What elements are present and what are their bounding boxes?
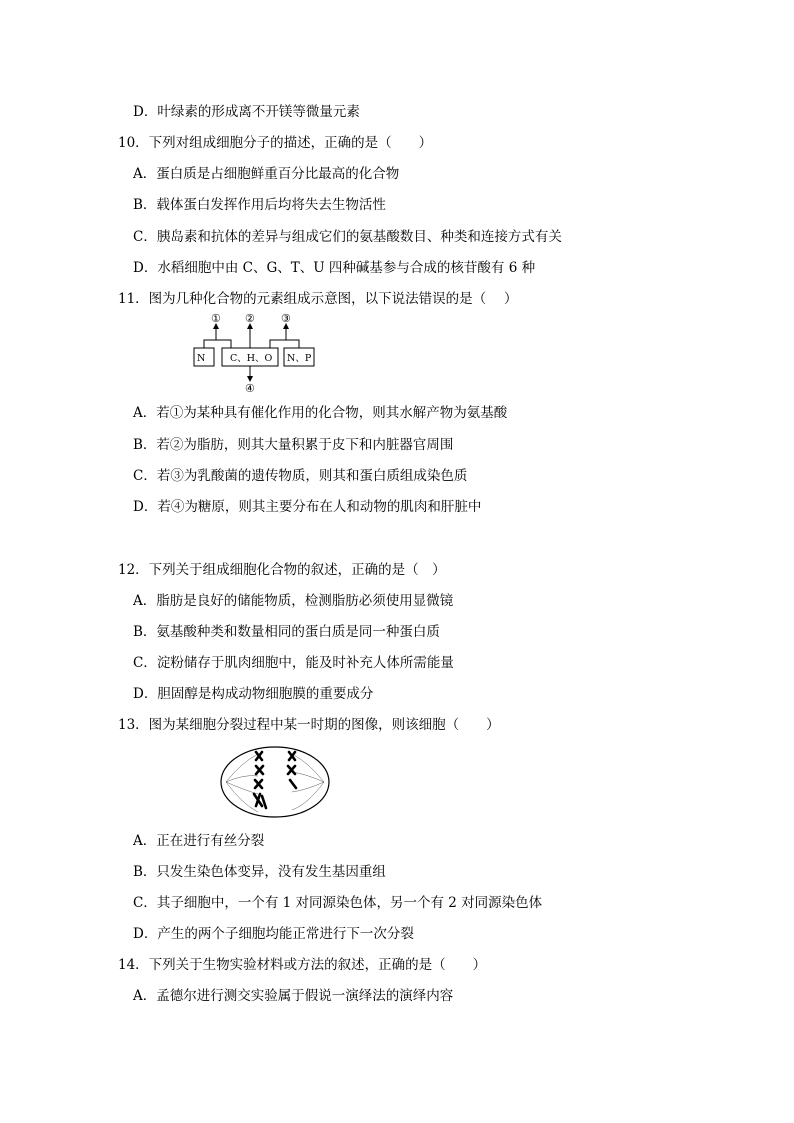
q10-option-b: B．载体蛋白发挥作用后均将失去生物活性 — [133, 197, 386, 213]
q11-option-b: B．若②为脂肪，则其大量积累于皮下和内脏器官周围 — [133, 437, 454, 453]
q10-option-c: C．胰岛素和抗体的差异与组成它们的氨基酸数目、种类和连接方式有关 — [133, 229, 562, 245]
q13-stem: 13．图为某细胞分裂过程中某一时期的图像，则该细胞（ ） — [118, 717, 500, 733]
q12-stem: 12．下列关于组成细胞化合物的叙述，正确的是（ ） — [118, 562, 446, 578]
q13-option-d: D．产生的两个子细胞均能正常进行下一次分裂 — [133, 926, 414, 942]
label-4: ④ — [245, 382, 255, 394]
q13-cell-division-figure — [218, 744, 332, 820]
q11-option-d: D．若④为糖原，则其主要分布在人和动物的肌肉和肝脏中 — [133, 499, 482, 515]
q10-stem: 10．下列对组成细胞分子的描述，正确的是（ ） — [118, 135, 433, 151]
label-2: ② — [245, 312, 255, 325]
q11-option-a: A．若①为某种具有催化作用的化合物，则其水解产物为氨基酸 — [133, 405, 508, 421]
box-n-label: N — [197, 353, 206, 364]
label-3: ③ — [281, 312, 291, 325]
q11-option-c: C．若③为乳酸菌的遗传物质，则其和蛋白质组成染色质 — [133, 468, 468, 484]
box-np-label: N、P — [287, 353, 312, 364]
box-cho-label: C、H、O — [230, 353, 273, 364]
q11-element-diagram — [186, 312, 326, 394]
q11-stem: 11．图为几种化合物的元素组成示意图，以下说法错误的是（ ） — [118, 291, 518, 307]
q10-option-d: D．水稻细胞中由 C、G、T、U 四种碱基参与合成的核苷酸有 6 种 — [133, 260, 536, 276]
q13-option-c: C．其子细胞中，一个有 1 对同源染色体，另一个有 2 对同源染色体 — [133, 895, 543, 911]
right-chromosomes — [288, 752, 296, 788]
cell-outline — [221, 747, 329, 817]
q10-option-a: A．蛋白质是占细胞鲜重百分比最高的化合物 — [133, 166, 400, 182]
q9-option-d: D．叶绿素的形成离不开镁等微量元素 — [133, 104, 360, 120]
left-chromosomes — [254, 752, 266, 808]
q12-option-d: D．胆固醇是构成动物细胞膜的重要成分 — [133, 686, 374, 702]
q13-option-a: A．正在进行有丝分裂 — [133, 833, 265, 849]
q14-stem: 14．下列关于生物实验材料或方法的叙述，正确的是（ ） — [118, 957, 487, 973]
q12-option-c: C．淀粉储存于肌肉细胞中，能及时补充人体所需能量 — [133, 655, 454, 671]
q12-option-a: A．脂肪是良好的储能物质，检测脂肪必须使用显微镜 — [133, 593, 454, 609]
label-1: ① — [211, 312, 221, 325]
q12-option-b: B．氨基酸种类和数量相同的蛋白质是同一种蛋白质 — [133, 624, 440, 640]
q13-option-b: B．只发生染色体变异，没有发生基因重组 — [133, 864, 386, 880]
q14-option-a: A．孟德尔进行测交实验属于假说一演绎法的演绎内容 — [133, 988, 454, 1004]
